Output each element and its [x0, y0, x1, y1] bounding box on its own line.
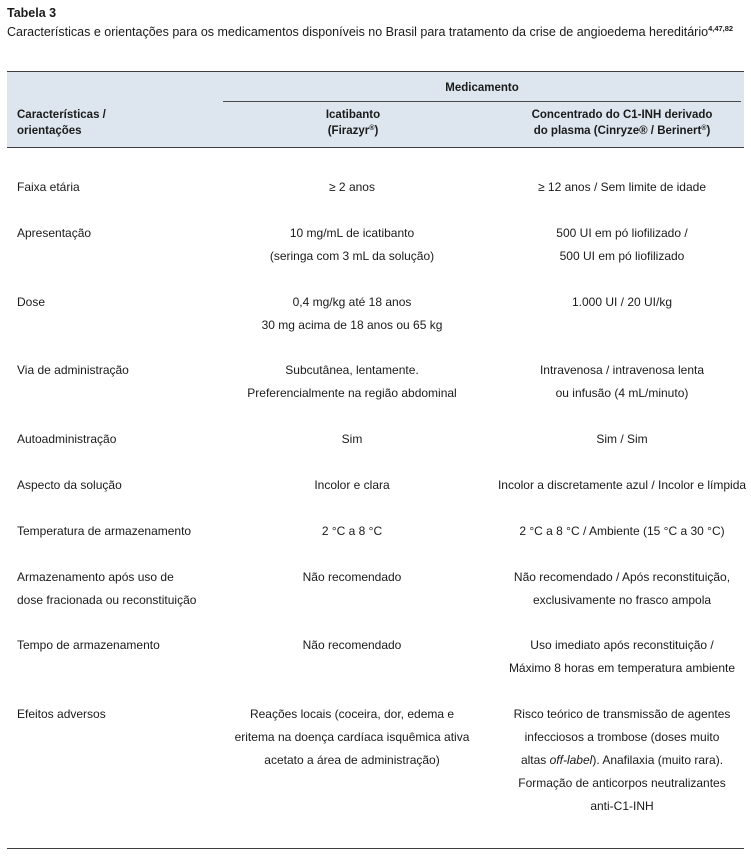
- cell-line: Armazenamento após uso de: [17, 570, 174, 584]
- cell-line: Dose: [17, 295, 46, 309]
- cell-line: Faixa etária: [17, 180, 80, 194]
- cell-line: Não recomendado: [302, 638, 402, 652]
- cell-icatibanto: [223, 474, 481, 497]
- cell-icatibanto: [223, 520, 481, 543]
- cell-line: Efeitos adversos: [17, 707, 106, 721]
- header-line: Características /: [17, 109, 106, 121]
- cell-c1-inh: [469, 291, 751, 314]
- cell-line: 2 °C a 8 °C: [321, 524, 383, 538]
- cell-icatibanto: [223, 634, 481, 657]
- cell-line: Via de administração: [17, 363, 129, 377]
- header-line: [223, 123, 483, 139]
- cell-line: 10 mg/mL de icatibanto: [289, 226, 415, 240]
- cell-line: Sim: [341, 432, 363, 446]
- registered-mark: ®: [701, 125, 707, 132]
- cell-icatibanto: [223, 291, 481, 337]
- header-c1-inh: [477, 107, 751, 139]
- cell-line: acetato a área de administração): [264, 753, 440, 767]
- row-label: [17, 222, 217, 245]
- header-text: do plasma (Cinryze® / Berinert: [533, 125, 702, 137]
- cell-line: eritema na doença cardíaca isquêmica ativa: [234, 730, 470, 744]
- cell-line: Não recomendado / Após reconstituição,: [513, 570, 731, 584]
- cell-line: Preferencialmente na região abdominal: [247, 386, 457, 400]
- cell-line: Apresentação: [17, 226, 92, 240]
- header-line: orientações: [17, 125, 82, 137]
- cell-line: Tempo de armazenamento: [17, 638, 160, 652]
- cell-line: Temperatura de armazenamento: [17, 524, 192, 538]
- cell-line: exclusivamente no frasco ampola: [532, 593, 712, 607]
- cell-line: Reações locais (coceira, dor, edema e: [249, 707, 455, 721]
- cell-line: Incolor e clara: [314, 478, 390, 492]
- cell-line: Formação de anticorpos neutralizantes: [518, 776, 726, 790]
- cell-c1-inh: [469, 428, 751, 451]
- cell-line: 500 UI em pó liofilizado: [559, 249, 685, 263]
- row-label: [17, 176, 217, 199]
- header-line: [477, 123, 751, 139]
- header-text: (Firazyr: [327, 125, 370, 137]
- cell-c1-inh: [469, 176, 751, 199]
- header-line: Concentrado do C1-INH derivado: [531, 109, 713, 121]
- cell-line: 0,4 mg/kg até 18 anos: [292, 295, 412, 309]
- cell-line: Intravenosa / intravenosa lenta: [539, 363, 705, 377]
- cell-line: anti-C1-INH: [590, 799, 654, 813]
- cell-icatibanto: [223, 176, 481, 199]
- header-group-medicamento: Medicamento: [445, 82, 519, 94]
- cell-line: Não recomendado: [302, 570, 402, 584]
- caption-references: 4,47,82: [708, 24, 734, 33]
- cell-line: Aspecto da solução: [17, 478, 122, 492]
- cell-icatibanto: [223, 566, 481, 589]
- table-bottom-rule: [7, 848, 744, 849]
- cell-line: Subcutânea, lentamente.: [285, 363, 419, 377]
- cell-line: Sim / Sim: [596, 432, 648, 446]
- cell-c1-inh: [469, 520, 751, 543]
- registered-mark: ®: [369, 125, 375, 132]
- cell-line: altas off-label). Anafilaxia (muito rara).: [520, 753, 724, 767]
- row-label: [17, 520, 217, 543]
- header-line: Icatibanto: [325, 109, 381, 121]
- row-label: [17, 474, 217, 497]
- table-caption: [7, 23, 744, 41]
- header-text: ): [374, 125, 379, 137]
- cell-line: 30 mg acima de 18 anos ou 65 kg: [261, 318, 443, 332]
- row-label: [17, 428, 217, 451]
- cell-icatibanto: [223, 359, 481, 405]
- row-label: [17, 291, 217, 314]
- cell-line: Uso imediato após reconstituição /: [530, 638, 714, 652]
- header-icatibanto: [223, 107, 483, 139]
- row-label: [17, 703, 217, 726]
- cell-c1-inh: [469, 359, 751, 405]
- row-label: [17, 359, 217, 382]
- table-title: Tabela 3: [7, 6, 57, 20]
- cell-c1-inh: [469, 634, 751, 680]
- cell-line: Autoadministração: [17, 432, 117, 446]
- cell-line: infecciosos a trombose (doses muito: [524, 730, 720, 744]
- cell-icatibanto: [223, 222, 481, 268]
- italic-term: off-label: [549, 753, 593, 767]
- table-header: [7, 71, 744, 148]
- cell-icatibanto: [223, 428, 481, 451]
- cell-c1-inh: [469, 222, 751, 268]
- cell-line: dose fracionada ou reconstituição: [17, 593, 197, 607]
- header-text: ): [706, 125, 711, 137]
- row-label: [17, 634, 217, 657]
- cell-line: Risco teórico de transmissão de agentes: [513, 707, 731, 721]
- header-characteristics: [17, 107, 106, 139]
- cell-line: Máximo 8 horas em temperatura ambiente: [508, 661, 736, 675]
- cell-line: 500 UI em pó liofilizado /: [556, 226, 688, 240]
- cell-c1-inh: [469, 474, 751, 497]
- cell-c1-inh: [469, 566, 751, 612]
- caption-text: Características e orientações para os medicamentos disponíveis no Brasil para tratamento da crise de angioedema hereditário: [7, 25, 709, 39]
- row-label: [17, 566, 217, 612]
- cell-line: ou infusão (4 mL/minuto): [555, 386, 689, 400]
- cell-line: 1.000 UI / 20 UI/kg: [571, 295, 673, 309]
- cell-line: (seringa com 3 mL da solução): [269, 249, 435, 263]
- cell-line: Incolor a discretamente azul / Incolor e límpida: [497, 478, 747, 492]
- cell-line: ≥ 2 anos: [329, 180, 375, 194]
- cell-c1-inh: [469, 703, 751, 818]
- cell-line: 2 °C a 8 °C / Ambiente (15 °C a 30 °C): [519, 524, 725, 538]
- cell-icatibanto: [223, 703, 481, 772]
- cell-line: ≥ 12 anos / Sem limite de idade: [537, 180, 706, 194]
- header-divider: [223, 101, 741, 102]
